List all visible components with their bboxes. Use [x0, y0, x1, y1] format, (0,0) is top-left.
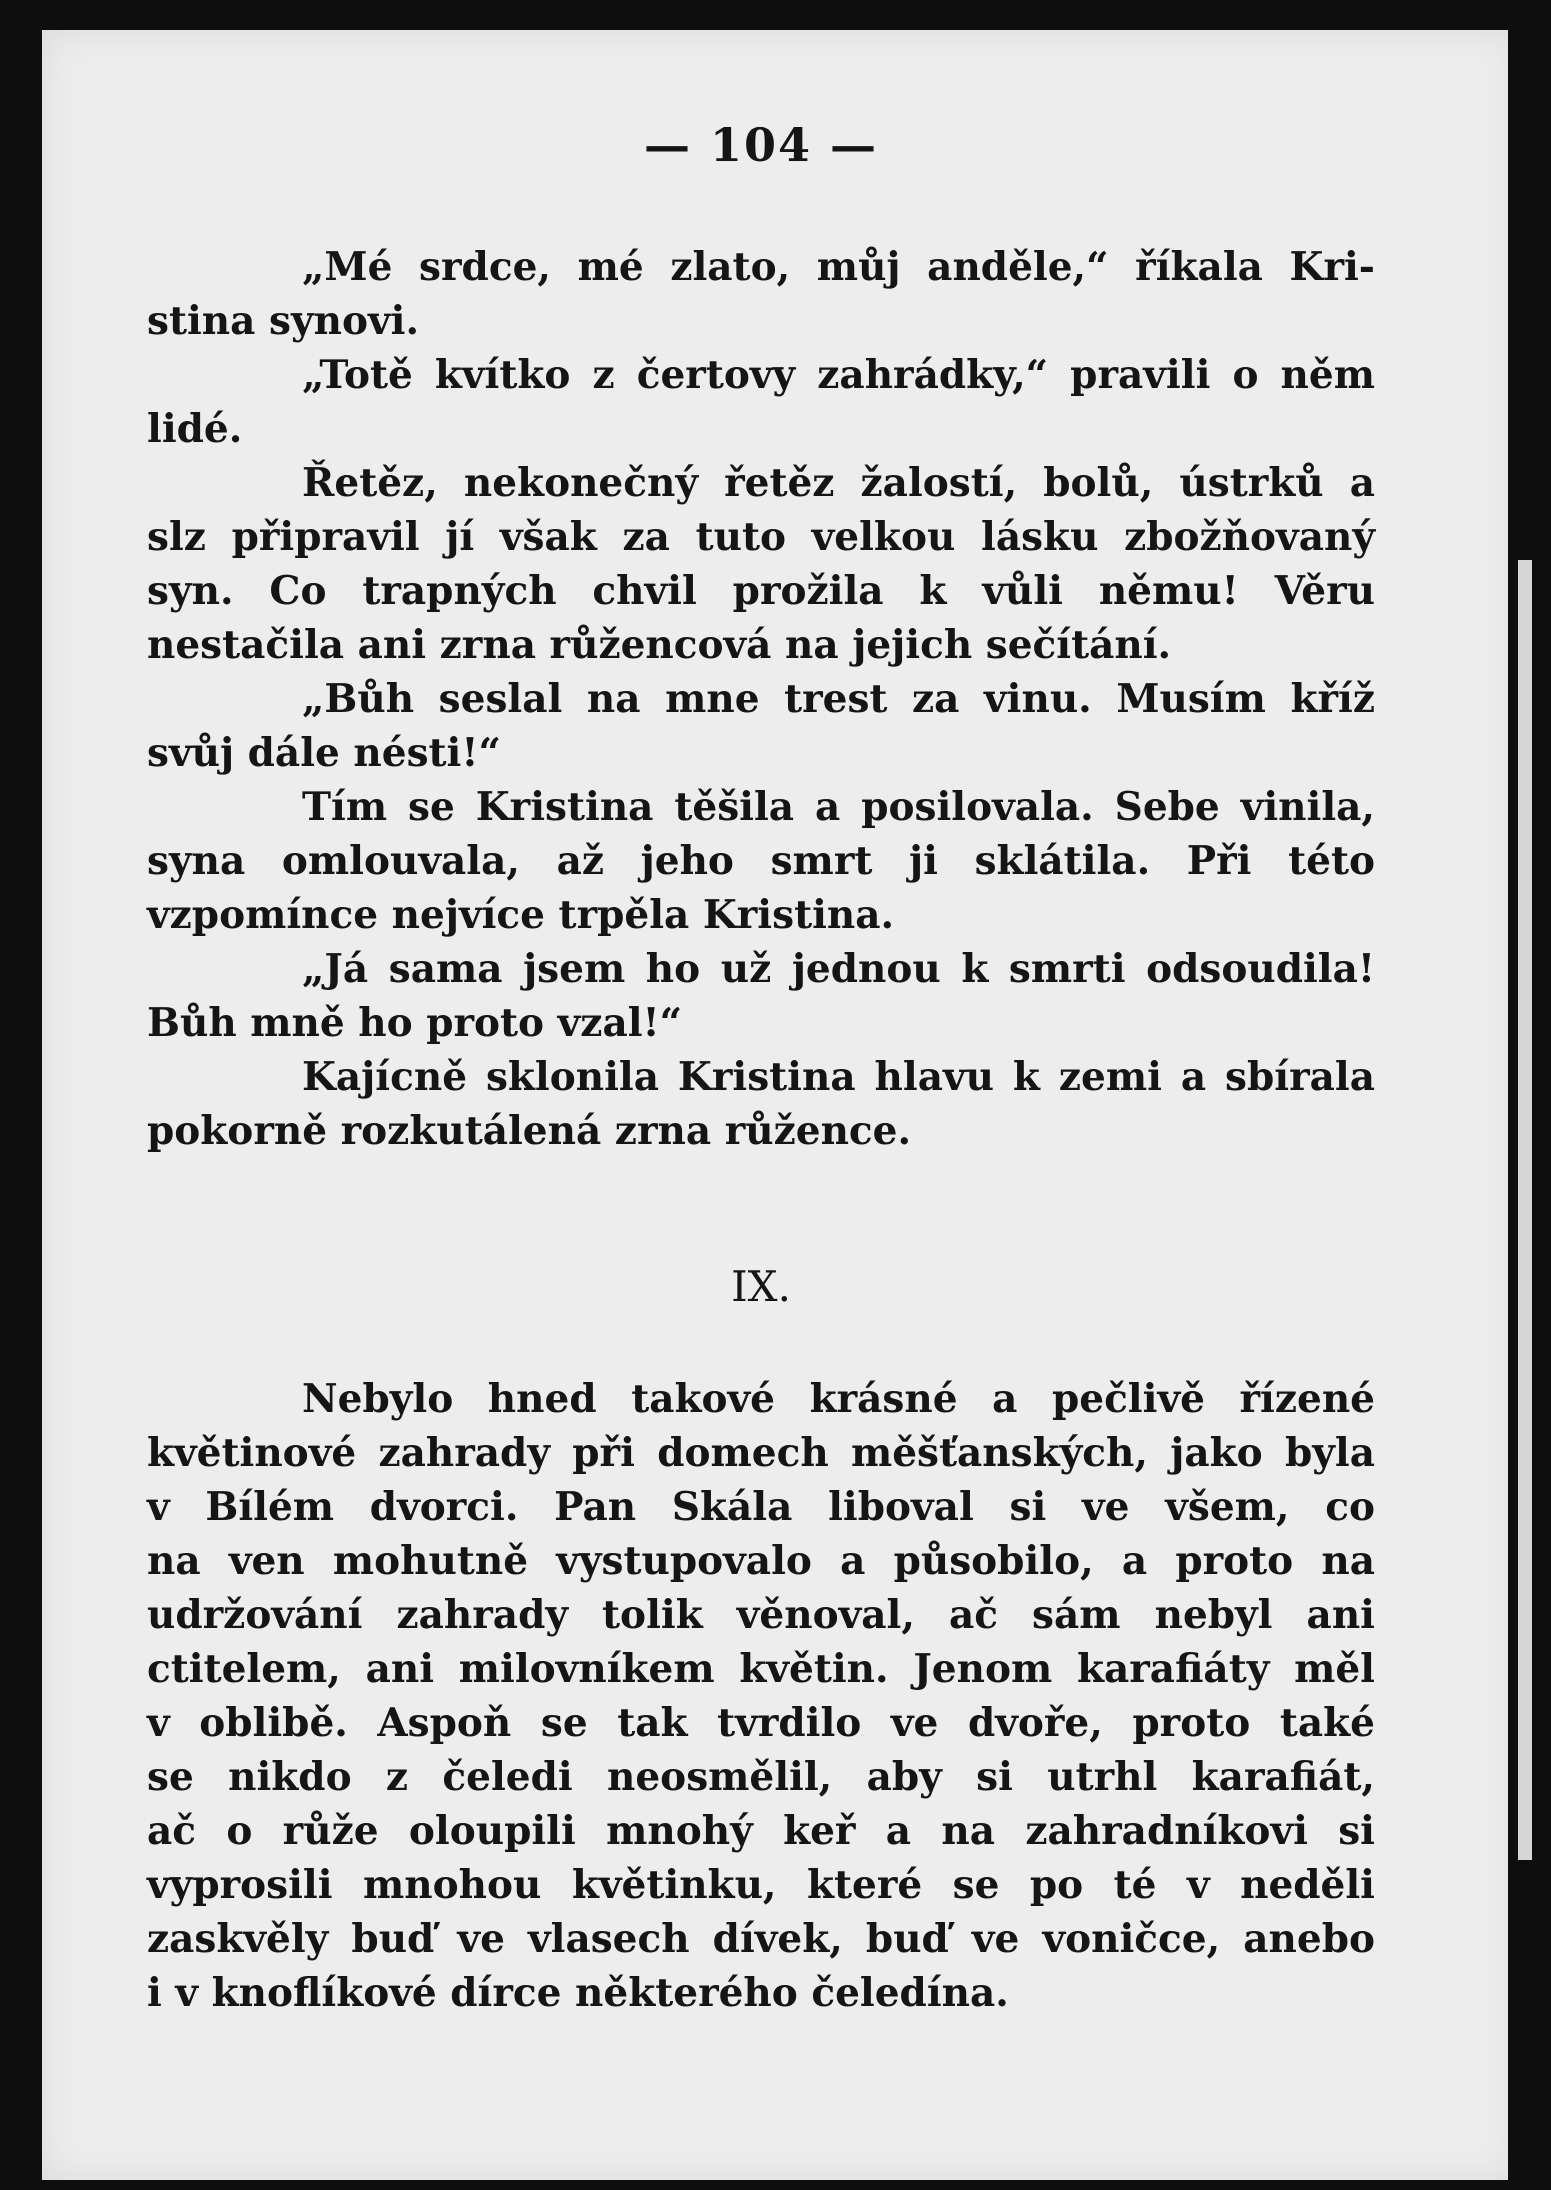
text-line: Bůh mně ho proto vzal!“	[147, 1000, 683, 1046]
text-line: Tím se Kristina těšila a posilovala. Sebe vinila,	[302, 784, 1375, 830]
text-line: „Bůh seslal na mne trest za vinu. Musím kříž	[302, 676, 1375, 722]
text-line: lidé.	[147, 406, 243, 452]
text-line: v oblibě. Aspoň se tak tvrdilo ve dvoře, proto také	[147, 1700, 1375, 1746]
page-number: — 104 —	[643, 118, 879, 172]
text-line: Kajícně sklonila Kristina hlavu k zemi a sbírala	[302, 1054, 1375, 1100]
text-line: slz připravil jí však za tuto velkou lásku zbožňovaný	[147, 514, 1375, 560]
text-line: se nikdo z čeledi neosmělil, aby si utrhl karafiát,	[147, 1754, 1375, 1800]
text-line: udržování zahrady tolik věnoval, ač sám nebyl ani	[147, 1592, 1375, 1638]
text-line: syna omlouvala, až jeho smrt ji sklátila. Při této	[147, 838, 1375, 884]
text-line: syn. Co trapných chvil prožila k vůli němu! Věru	[147, 568, 1375, 614]
next-page-edge	[1518, 560, 1532, 1860]
text-line: stina synovi.	[147, 298, 420, 344]
text-line: květinové zahrady při domech měšťanských, jako byla	[147, 1430, 1375, 1476]
text-line: na ven mohutně vystupovalo a působilo, a proto na	[147, 1538, 1375, 1584]
text-line: „Mé srdce, mé zlato, můj anděle,“ říkala Kri-	[302, 244, 1375, 290]
text-line: vyprosili mnohou květinku, které se po té v neděli	[147, 1862, 1375, 1908]
chapter-heading: IX.	[731, 1262, 791, 1311]
text-line: „Totě kvítko z čertovy zahrádky,“ pravili o něm	[302, 352, 1375, 398]
text-line: i v knoflíkové dírce některého čeledína.	[147, 1970, 1009, 2016]
text-line: vzpomínce nejvíce trpěla Kristina.	[147, 892, 895, 938]
text-line: svůj dále nésti!“	[147, 730, 501, 776]
text-line: nestačila ani zrna růžencová na jejich sečítání.	[147, 622, 1172, 668]
text-line: pokorně rozkutálená zrna růžence.	[147, 1108, 912, 1154]
text-line: ctitelem, ani milovníkem květin. Jenom karafiáty měl	[147, 1646, 1375, 1692]
text-line: Řetěz, nekonečný řetěz žalostí, bolů, ústrků a	[302, 460, 1375, 506]
text-line: „Já sama jsem ho už jednou k smrti odsoudila!	[302, 946, 1375, 992]
text-line: v Bílém dvorci. Pan Skála liboval si ve všem, co	[147, 1484, 1375, 1530]
text-line: zaskvěly buď ve vlasech dívek, buď ve voničce, anebo	[147, 1916, 1375, 1962]
text-line: ač o růže oloupili mnohý keř a na zahradníkovi si	[147, 1808, 1375, 1854]
text-line: Nebylo hned takové krásné a pečlivě řízené	[302, 1376, 1375, 1422]
